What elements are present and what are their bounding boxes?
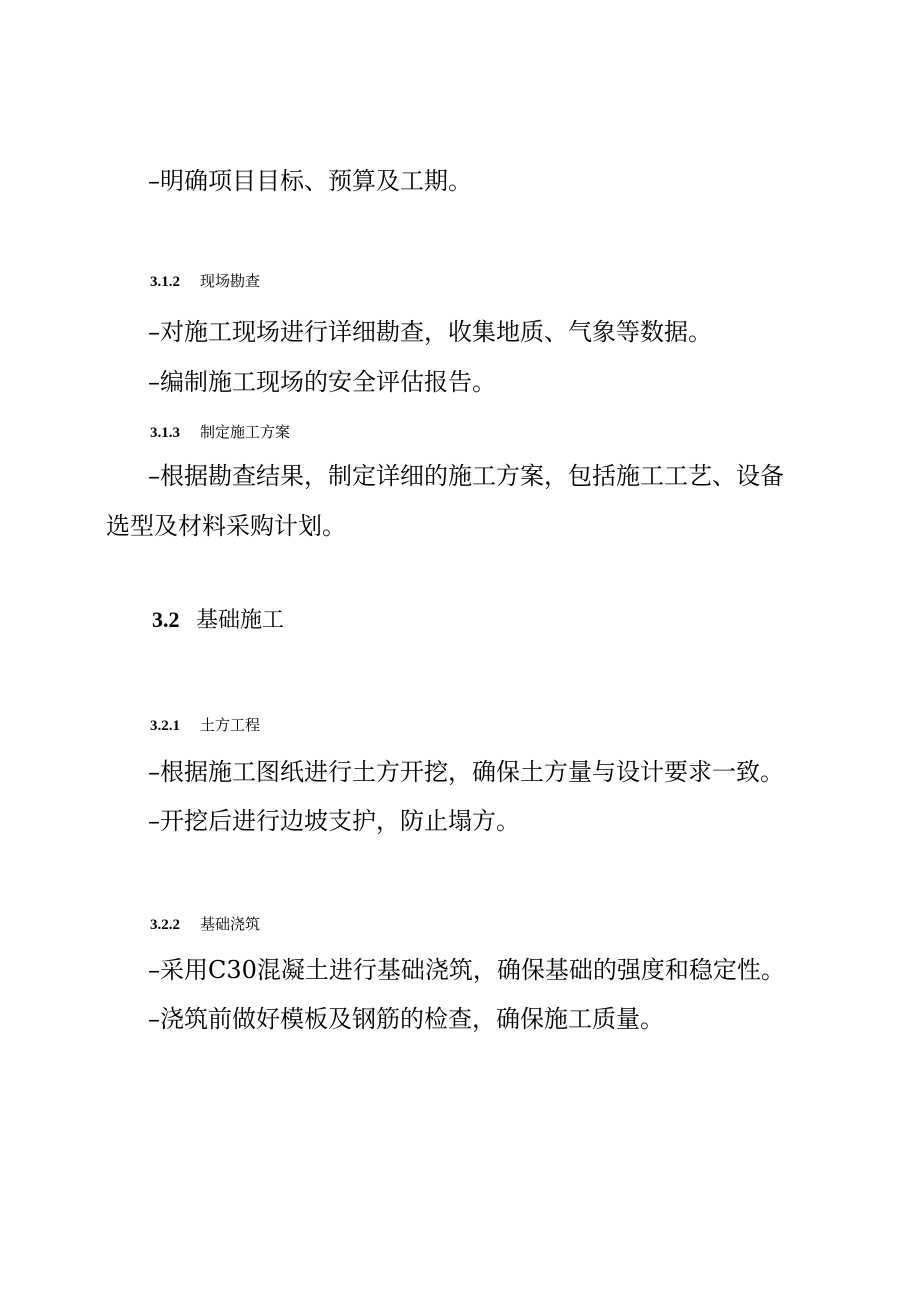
- heading-number: 3.2: [152, 607, 180, 632]
- heading-number: 3.2.2: [150, 917, 180, 933]
- s312-line-2: –编制施工现场的安全评估报告。: [148, 368, 496, 396]
- heading-number: 3.1.3: [150, 425, 180, 441]
- s322-line-1: –采用C30混凝土进行基础浇筑，确保基础的强度和稳定性。: [148, 956, 785, 984]
- s313-paragraph: –根据勘查结果，制定详细的施工方案，包括施工工艺、设备选型及材料采购计划。: [106, 462, 784, 540]
- heading-title: 土方工程: [200, 717, 261, 734]
- heading-title: 制定施工方案: [200, 424, 291, 441]
- heading-title: 基础施工: [196, 607, 285, 632]
- heading-3-2-2: [150, 915, 260, 935]
- heading-title: 基础浇筑: [200, 916, 261, 933]
- s321-line-1: –根据施工图纸进行土方开挖，确保土方量与设计要求一致。: [148, 758, 784, 786]
- s321-line-2: –开挖后进行边坡支护，防止塌方。: [148, 807, 520, 835]
- heading-3-1-3: [150, 423, 290, 443]
- s322-line-2: –浇筑前做好模板及钢筋的检查，确保施工质量。: [148, 1005, 664, 1033]
- heading-3-2: [152, 606, 284, 634]
- heading-number: 3.1.2: [150, 274, 180, 290]
- heading-title: 现场勘查: [200, 273, 261, 290]
- s312-line-1: –对施工现场进行详细勘查，收集地质、气象等数据。: [148, 318, 712, 346]
- heading-number: 3.2.1: [150, 718, 180, 734]
- heading-3-2-1: [150, 716, 260, 736]
- heading-3-1-2: [150, 272, 260, 292]
- intro-line-1: –明确项目目标、预算及工期。: [148, 167, 472, 195]
